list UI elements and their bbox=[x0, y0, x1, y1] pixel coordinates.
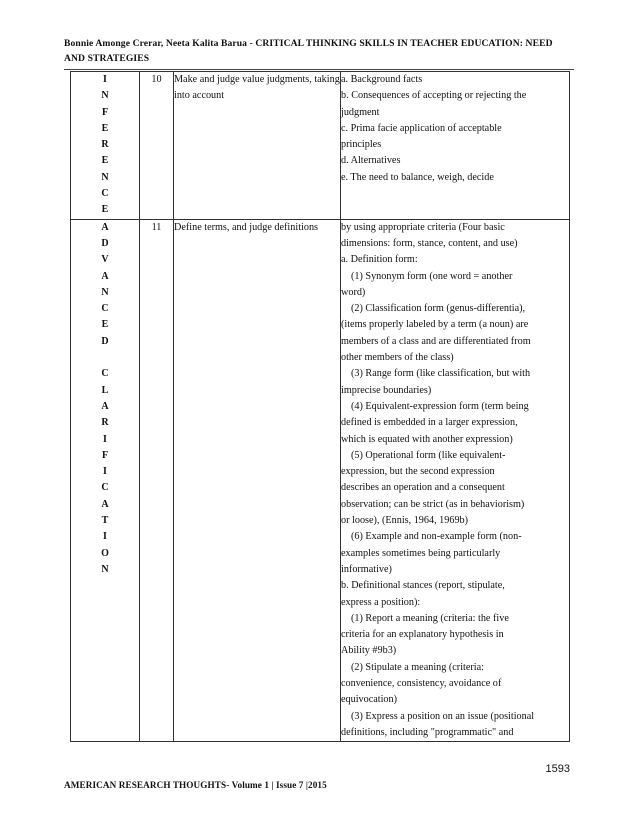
criteria-line: (items properly labeled by a term (a noun) are bbox=[341, 319, 529, 331]
criteria-line: judgment bbox=[341, 106, 380, 118]
category-letter: F bbox=[101, 106, 109, 118]
table-row bbox=[71, 72, 570, 220]
category-letter: E bbox=[101, 319, 109, 331]
category-letter: N bbox=[101, 286, 109, 298]
skills-table-body bbox=[71, 72, 570, 742]
category-vertical-label bbox=[71, 72, 139, 219]
skill-number: 10 bbox=[140, 72, 174, 220]
category-letter: V bbox=[101, 254, 109, 266]
category-letter: N bbox=[101, 563, 109, 575]
category-vertical-label bbox=[71, 220, 139, 579]
criteria-line: express a position): bbox=[341, 596, 421, 608]
criteria-cell bbox=[341, 219, 570, 742]
category-letter: D bbox=[101, 237, 109, 249]
criteria-line: (3) Express a position on an issue (positional bbox=[351, 710, 535, 722]
criteria-line: d. Alternatives bbox=[341, 155, 401, 167]
criteria-line: dimensions: form, stance, content, and use) bbox=[341, 237, 518, 249]
category-letter: N bbox=[101, 171, 109, 183]
category-letter: I bbox=[103, 433, 107, 445]
criteria-line: members of a class and are differentiated from bbox=[341, 335, 531, 347]
criteria-line: equivocation) bbox=[341, 694, 398, 706]
category-letter: N bbox=[101, 90, 109, 102]
criteria-line: c. Prima facie application of acceptable bbox=[341, 122, 502, 134]
criteria-line: informative) bbox=[341, 563, 392, 575]
criteria-line: by using appropriate criteria (Four basic bbox=[341, 221, 505, 233]
criteria-line: other members of the class) bbox=[341, 352, 454, 364]
criteria-line: or loose), (Ennis, 1964, 1969b) bbox=[341, 515, 469, 527]
skill-description: Make and judge value judgments, taking into account bbox=[174, 72, 341, 220]
category-cell bbox=[71, 219, 140, 742]
category-letter: O bbox=[101, 547, 109, 559]
category-letter: E bbox=[101, 204, 109, 216]
page-number: 1593 bbox=[545, 763, 570, 775]
criteria-line: b. Definitional stances (report, stipulate, bbox=[341, 580, 505, 592]
category-letter: R bbox=[101, 417, 109, 429]
category-cell bbox=[71, 72, 140, 220]
category-letter: A bbox=[101, 498, 109, 510]
criteria-line: (6) Example and non-example form (non- bbox=[351, 531, 522, 543]
category-letter: A bbox=[101, 400, 109, 412]
criteria-line: a. Definition form: bbox=[341, 254, 418, 266]
criteria-line: word) bbox=[341, 286, 366, 298]
header-divider bbox=[64, 69, 574, 70]
criteria-line: e. The need to balance, weigh, decide bbox=[341, 171, 494, 183]
criteria-line: definitions, including "programmatic" and bbox=[341, 726, 514, 738]
running-header: Bonnie Amonge Crerar, Neeta Kalita Barua - CRITICAL THINKING SKILLS IN TEACHER EDUCATION: NEED AND STRATEGIES bbox=[64, 38, 553, 64]
criteria-line: (1) Report a meaning (criteria: the five bbox=[351, 612, 509, 624]
skills-table bbox=[70, 71, 570, 742]
skill-number: 11 bbox=[140, 219, 174, 742]
category-letter: L bbox=[101, 384, 109, 396]
skill-description: Define terms, and judge definitions bbox=[174, 219, 341, 742]
category-letter: E bbox=[101, 122, 109, 134]
criteria-line: describes an operation and a consequent bbox=[341, 482, 505, 494]
category-letter: R bbox=[101, 139, 109, 151]
criteria-line: a. Background facts bbox=[341, 74, 423, 85]
journal-footer: AMERICAN RESEARCH THOUGHTS- Volume 1 | Issue 7 |2015 bbox=[64, 780, 327, 790]
category-letter: T bbox=[101, 515, 109, 527]
category-letter: C bbox=[101, 303, 109, 315]
category-letter: F bbox=[101, 449, 109, 461]
category-letter: C bbox=[101, 188, 109, 200]
criteria-cell bbox=[341, 72, 570, 220]
category-letter: C bbox=[101, 368, 109, 380]
category-letter: A bbox=[101, 270, 109, 282]
table-row bbox=[71, 219, 570, 742]
criteria-line: principles bbox=[341, 139, 382, 151]
criteria-line: which is equated with another expression) bbox=[341, 433, 513, 445]
criteria-line: (3) Range form (like classification, but with bbox=[351, 368, 531, 380]
criteria-line: (1) Synonym form (one word = another bbox=[351, 270, 513, 282]
criteria-line: defined is embedded in a larger expression, bbox=[341, 417, 518, 429]
criteria-line: observation; can be strict (as in behaviorism) bbox=[341, 498, 525, 510]
criteria-line: (2) Classification form (genus-differentia), bbox=[351, 303, 526, 315]
category-letter: I bbox=[103, 466, 107, 478]
criteria-line: expression, but the second expression bbox=[341, 466, 495, 478]
criteria-line: Ability #9b3) bbox=[341, 645, 397, 657]
category-letter: E bbox=[101, 155, 109, 167]
category-letter: I bbox=[103, 74, 107, 85]
criteria-line: examples sometimes being particularly bbox=[341, 547, 501, 559]
criteria-line: convenience, consistency, avoidance of bbox=[341, 677, 502, 689]
criteria-line: b. Consequences of accepting or rejecting the bbox=[341, 90, 527, 102]
category-letter: D bbox=[101, 335, 109, 347]
category-letter: A bbox=[101, 221, 109, 233]
criteria-line: criteria for an explanatory hypothesis in bbox=[341, 629, 504, 641]
criteria-line: (4) Equivalent-expression form (term being bbox=[351, 400, 529, 412]
category-letter: C bbox=[101, 482, 109, 494]
criteria-line: imprecise boundaries) bbox=[341, 384, 432, 396]
criteria-line: (5) Operational form (like equivalent- bbox=[351, 449, 506, 461]
criteria-line: (2) Stipulate a meaning (criteria: bbox=[351, 661, 484, 673]
category-letter: I bbox=[103, 531, 107, 543]
